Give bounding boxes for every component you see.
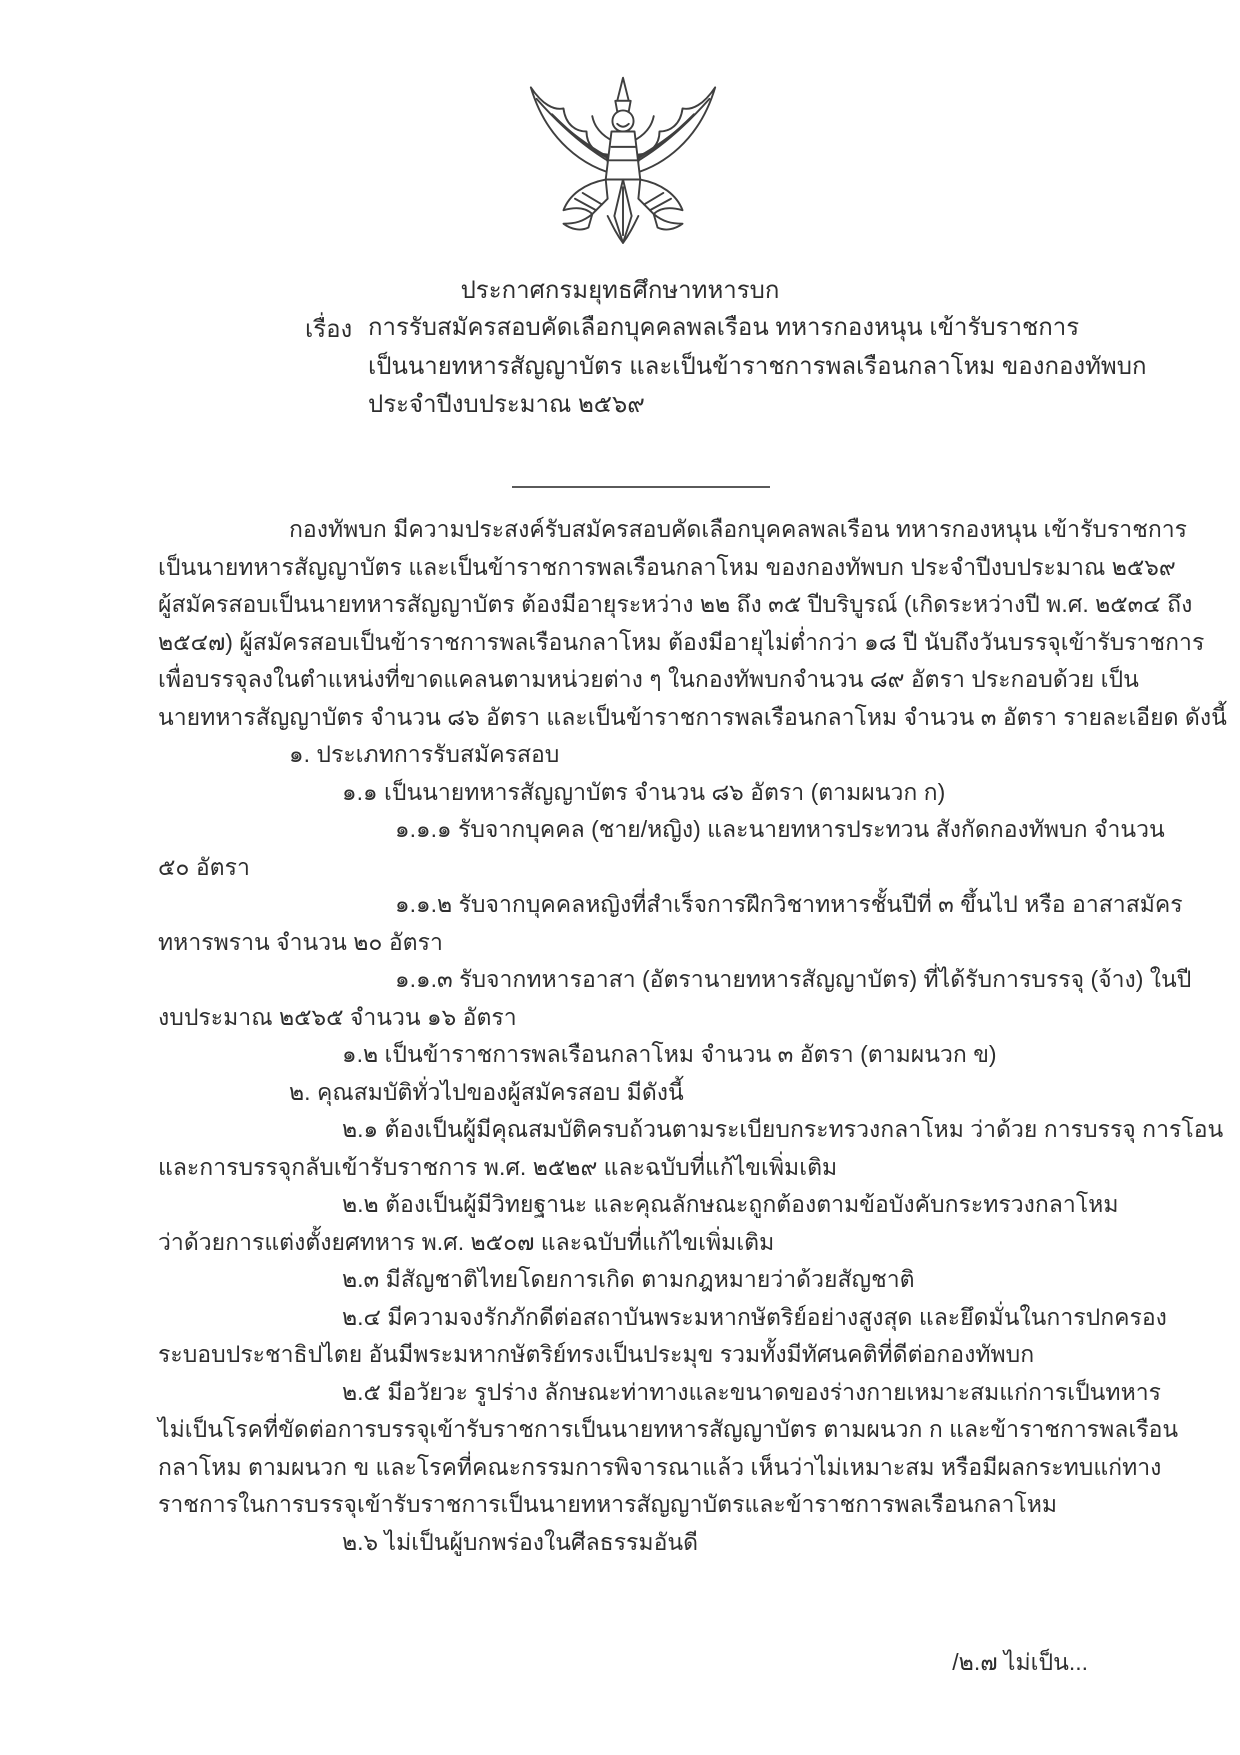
body-line: ๒.๔ มีความจงรักภักดีต่อสถาบันพระมหากษัตริย์อย่างสูงสุด และยึดมั่นในการปกครอง bbox=[342, 1303, 1167, 1330]
body-line: ๑.๑ เป็นนายทหารสัญญาบัตร จำนวน ๘๖ อัตรา (ตามผนวก ก) bbox=[342, 778, 946, 805]
title-divider-rule bbox=[512, 486, 770, 488]
subject-line: เป็นนายทหารสัญญาบัตร และเป็นข้าราชการพลเรือนกลาโหม ของกองทัพบก bbox=[368, 352, 1147, 380]
body-line: ๕๐ อัตรา bbox=[158, 853, 250, 880]
body-line: นายทหารสัญญาบัตร จำนวน ๘๖ อัตรา และเป็นข้าราชการพลเรือนกลาโหม จำนวน ๓ อัตรา รายละเอียด ดังนี้ bbox=[158, 703, 1227, 730]
body-line: ๑. ประเภทการรับสมัครสอบ bbox=[289, 741, 560, 767]
body-line: ๑.๑.๓ รับจากทหารอาสา (อัตรานายทหารสัญญาบัตร) ที่ได้รับการบรรจุ (จ้าง) ในปี bbox=[395, 966, 1192, 992]
body-line: ว่าด้วยการแต่งตั้งยศทหาร พ.ศ. ๒๕๐๗ และฉบับที่แก้ไขเพิ่มเติม bbox=[158, 1228, 775, 1255]
body-line: กลาโหม ตามผนวก ข และโรคที่คณะกรรมการพิจารณาแล้ว เห็นว่าไม่เหมาะสม หรือมีผลกระทบแก่ทาง bbox=[158, 1453, 1162, 1480]
document-title: ประกาศกรมยุทธศึกษาทหารบก bbox=[460, 277, 780, 304]
body-line: ผู้สมัครสอบเป็นนายทหารสัญญาบัตร ต้องมีอายุระหว่าง ๒๒ ถึง ๓๕ ปีบริบูรณ์ (เกิดระหว่างปี พ.ศ. ๒๕๓๔ ถึง bbox=[158, 591, 1193, 617]
body-line: เป็นนายทหารสัญญาบัตร และเป็นข้าราชการพลเรือนกลาโหม ของกองทัพบก ประจำปีงบประมาณ ๒๕๖๙ bbox=[158, 553, 1176, 580]
body-line: ๑.๑.๒ รับจากบุคคลหญิงที่สำเร็จการฝึกวิชาทหารชั้นปีที่ ๓ ขึ้นไป หรือ อาสาสมัคร bbox=[395, 891, 1183, 917]
continuation-note: /๒.๗ ไม่เป็น... bbox=[952, 1649, 1088, 1675]
body-line: ๑.๑.๑ รับจากบุคคล (ชาย/หญิง) และนายทหารประทวน สังกัดกองทัพบก จำนวน bbox=[395, 816, 1165, 842]
subject-label: เรื่อง bbox=[305, 316, 353, 343]
body-line: ๒.๖ ไม่เป็นผู้บกพร่องในศีลธรรมอันดี bbox=[342, 1528, 699, 1555]
body-line: ไม่เป็นโรคที่ขัดต่อการบรรจุเข้ารับราชการเป็นนายทหารสัญญาบัตร ตามผนวก ก และข้าราชการพลเรือน bbox=[158, 1416, 1179, 1442]
body-line: งบประมาณ ๒๕๖๕ จำนวน ๑๖ อัตรา bbox=[158, 1003, 517, 1030]
garuda-emblem-icon bbox=[503, 72, 743, 264]
body-line: ๒.๑ ต้องเป็นผู้มีคุณสมบัติครบถ้วนตามระเบียบกระทรวงกลาโหม ว่าด้วย การบรรจุ การโอน bbox=[342, 1116, 1224, 1142]
body-line: ระบอบประชาธิปไตย อันมีพระมหากษัตริย์ทรงเป็นประมุข รวมทั้งมีทัศนคติที่ดีต่อกองทัพบก bbox=[158, 1341, 1035, 1367]
body-line: ๒. คุณสมบัติทั่วไปของผู้สมัครสอบ มีดังนี้ bbox=[289, 1078, 684, 1105]
body-line: ๒๕๔๗) ผู้สมัครสอบเป็นข้าราชการพลเรือนกลาโหม ต้องมีอายุไม่ต่ำกว่า ๑๘ ปี นับถึงวันบรรจุเข้ารับราชการ bbox=[158, 628, 1205, 655]
body-line: เพื่อบรรจุลงในตำแหน่งที่ขาดแคลนตามหน่วยต่าง ๆ ในกองทัพบกจำนวน ๘๙ อัตรา ประกอบด้วย เป็น bbox=[158, 666, 1139, 692]
body-line: ๒.๒ ต้องเป็นผู้มีวิทยฐานะ และคุณลักษณะถูกต้องตามข้อบังคับกระทรวงกลาโหม bbox=[342, 1191, 1119, 1217]
body-line: ๑.๒ เป็นข้าราชการพลเรือนกลาโหม จำนวน ๓ อัตรา (ตามผนวก ข) bbox=[342, 1041, 997, 1067]
body-line: ราชการในการบรรจุเข้ารับราชการเป็นนายทหารสัญญาบัตรและข้าราชการพลเรือนกลาโหม bbox=[158, 1491, 1058, 1517]
body-line: และการบรรจุกลับเข้ารับราชการ พ.ศ. ๒๕๒๙ และฉบับที่แก้ไขเพิ่มเติม bbox=[158, 1153, 838, 1180]
body-line: ๒.๓ มีสัญชาติไทยโดยการเกิด ตามกฎหมายว่าด้วยสัญชาติ bbox=[342, 1266, 915, 1292]
document-body bbox=[158, 511, 1227, 1561]
body-line: ๒.๕ มีอวัยวะ รูปร่าง ลักษณะท่าทางและขนาดของร่างกายเหมาะสมแก่การเป็นทหาร bbox=[342, 1378, 1161, 1405]
body-line: กองทัพบก มีความประสงค์รับสมัครสอบคัดเลือกบุคคลพลเรือน ทหารกองหนุน เข้ารับราชการ bbox=[289, 516, 1188, 542]
body-line: ทหารพราน จำนวน ๒๐ อัตรา bbox=[158, 928, 443, 955]
subject-line: ประจำปีงบประมาณ ๒๕๖๙ bbox=[368, 391, 645, 418]
subject-line: การรับสมัครสอบคัดเลือกบุคคลพลเรือน ทหารกองหนุน เข้ารับราชการ bbox=[368, 314, 1080, 341]
subject-block bbox=[368, 309, 1147, 425]
